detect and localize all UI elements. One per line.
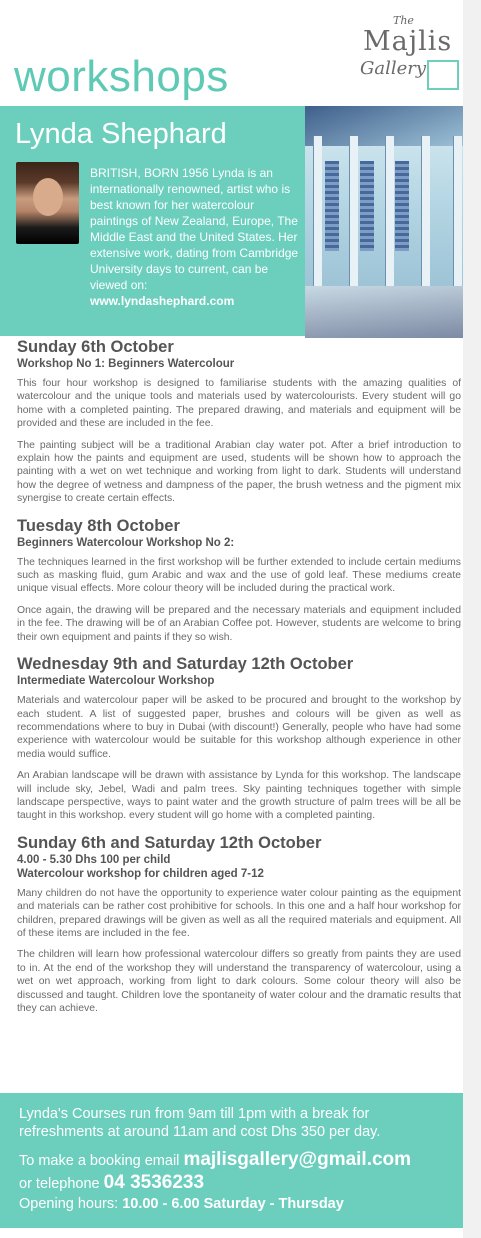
majlis-gallery-logo (355, 12, 465, 100)
section-paragraph: Materials and watercolour paper will be asked to be procured and brought to the workshop by each student. A list of suggested paper, brushes and colours will be given as well as recommendations where to buy in Dubai (with discount!) Generally, people who have had some experience with watercolour would be suitable for this workshop although experience in other media would suffice. (17, 695, 461, 760)
hours-prefix: Opening hours: (19, 1196, 119, 1212)
section-date: Sunday 6th October (17, 338, 174, 356)
workshop-section (17, 833, 461, 1016)
booking-prefix: To make a booking email (19, 1153, 180, 1169)
section-date: Tuesday 8th October (17, 516, 180, 535)
workshop-section (17, 654, 461, 823)
workshop-section (17, 337, 461, 506)
logo-majlis: Majlis (363, 26, 453, 57)
section-subtitle: Intermediate Watercolour Workshop (17, 675, 215, 688)
section-price: 4.00 - 5.30 Dhs 100 per child (17, 853, 171, 866)
page-edge-strip (463, 0, 481, 1238)
workshop-section (17, 516, 461, 644)
section-paragraph: The techniques learned in the first workshop will be further extended to include certain mediums such as masking fluid, gum Arabic and wax and the use of gold leaf. These mediums create unique visual effects. More colour theory will be included during the practical work. (17, 556, 461, 595)
section-date: Sunday 6th and Saturday 12th October (17, 833, 322, 852)
section-subtitle: Watercolour workshop for children aged 7-12 (17, 867, 264, 880)
logo-mark-icon (427, 60, 459, 90)
section-date: Wednesday 9th and Saturday 12th October (17, 655, 354, 674)
section-paragraph: This four hour workshop is designed to familiarise students with the amazing qualities of watercolour and the unique tools and materials used by watercolourists. Every student will go home with a completed painting. The prepared drawing, and materials and equipment will be provided and these are included in the fee. (17, 378, 461, 430)
artist-portrait (16, 162, 79, 244)
logo-gallery: Gallery (360, 58, 427, 79)
artist-bio (90, 165, 300, 309)
section-paragraph: Many children do not have the opportunity to experience water colour painting as the equipment and materials can be rather cost prohibitive for schools. In this one and a half hour workshop for children, prepared drawings will be given as well as all the required materials and equipment. All of these items are included in the fee. (17, 887, 461, 939)
courses-info: Lynda's Courses run from 9am till 1pm with a break for refreshments at around 11am and cost Dhs 350 per day. (19, 1106, 381, 1140)
section-paragraph: Once again, the drawing will be prepared and the necessary materials and equipment included in the fee. The drawing will be of an Arabian Coffee pot. However, students are welcome to bring their own equipment and paints if they so wish. (17, 604, 461, 643)
section-subtitle: Beginners Watercolour Workshop No 2: (17, 536, 235, 549)
workshop-list (17, 337, 461, 1025)
veranda-painting (305, 106, 463, 338)
section-paragraph: The children will learn how professional watercolour differs so greatly from paints they are used to in. At the end of the workshop they will understand the transparency of watercolour, using a wet on wet approach, working from light to dark colours. Some colour theory will also be discussed and taught. Children love the spontaneity of water colour and the dramatic results that they can achieve. (17, 949, 461, 1014)
page-title: workshops (14, 52, 229, 101)
hours-value: 10.00 - 6.00 Saturday - Thursday (122, 1196, 344, 1212)
section-subtitle: Workshop No 1: Beginners Watercolour (17, 358, 235, 370)
booking-email-link[interactable]: majlisgallery@gmail.com (183, 1149, 412, 1170)
section-paragraph: An Arabian landscape will be drawn with assistance by Lynda for this workshop. The landscape will include sky, Jebel, Wadi and palm trees. Sky painting techniques together with simple landscape perspective, ways to paint water and the growth structure of palm trees will be all be taught in this workshop. every student will go home with a completed painting. (17, 770, 461, 822)
section-paragraph: The painting subject will be a traditional Arabian clay water pot. After a brief introduction to explain how the paints and equipment are used, students will be shown how to approach the painting with a wet on wet technique and working from light to dark. Students will understand how the degree of wetness and dampness of the paper, the brush wetness and the pigment mix synergise to create certain effects. (17, 439, 461, 505)
artist-website-link[interactable]: www.lyndashephard.com (90, 294, 235, 308)
booking-footer (0, 1093, 463, 1228)
booking-contact (19, 1149, 411, 1195)
artist-name: Lynda Shephard (15, 118, 227, 150)
opening-hours (19, 1196, 344, 1212)
logo-the: The (393, 14, 414, 27)
booking-phone[interactable]: 04 3536233 (103, 1172, 205, 1193)
artist-bio-text: BRITISH, BORN 1956 Lynda is an internationally renowned, artist who is best known for her watercolour paintings of New Zealand, Europe, The Middle East and the United States. Her extensive work, dating from Cambridge University days to current, can be viewed on: (90, 166, 299, 292)
phone-prefix: or telephone (19, 1176, 100, 1192)
